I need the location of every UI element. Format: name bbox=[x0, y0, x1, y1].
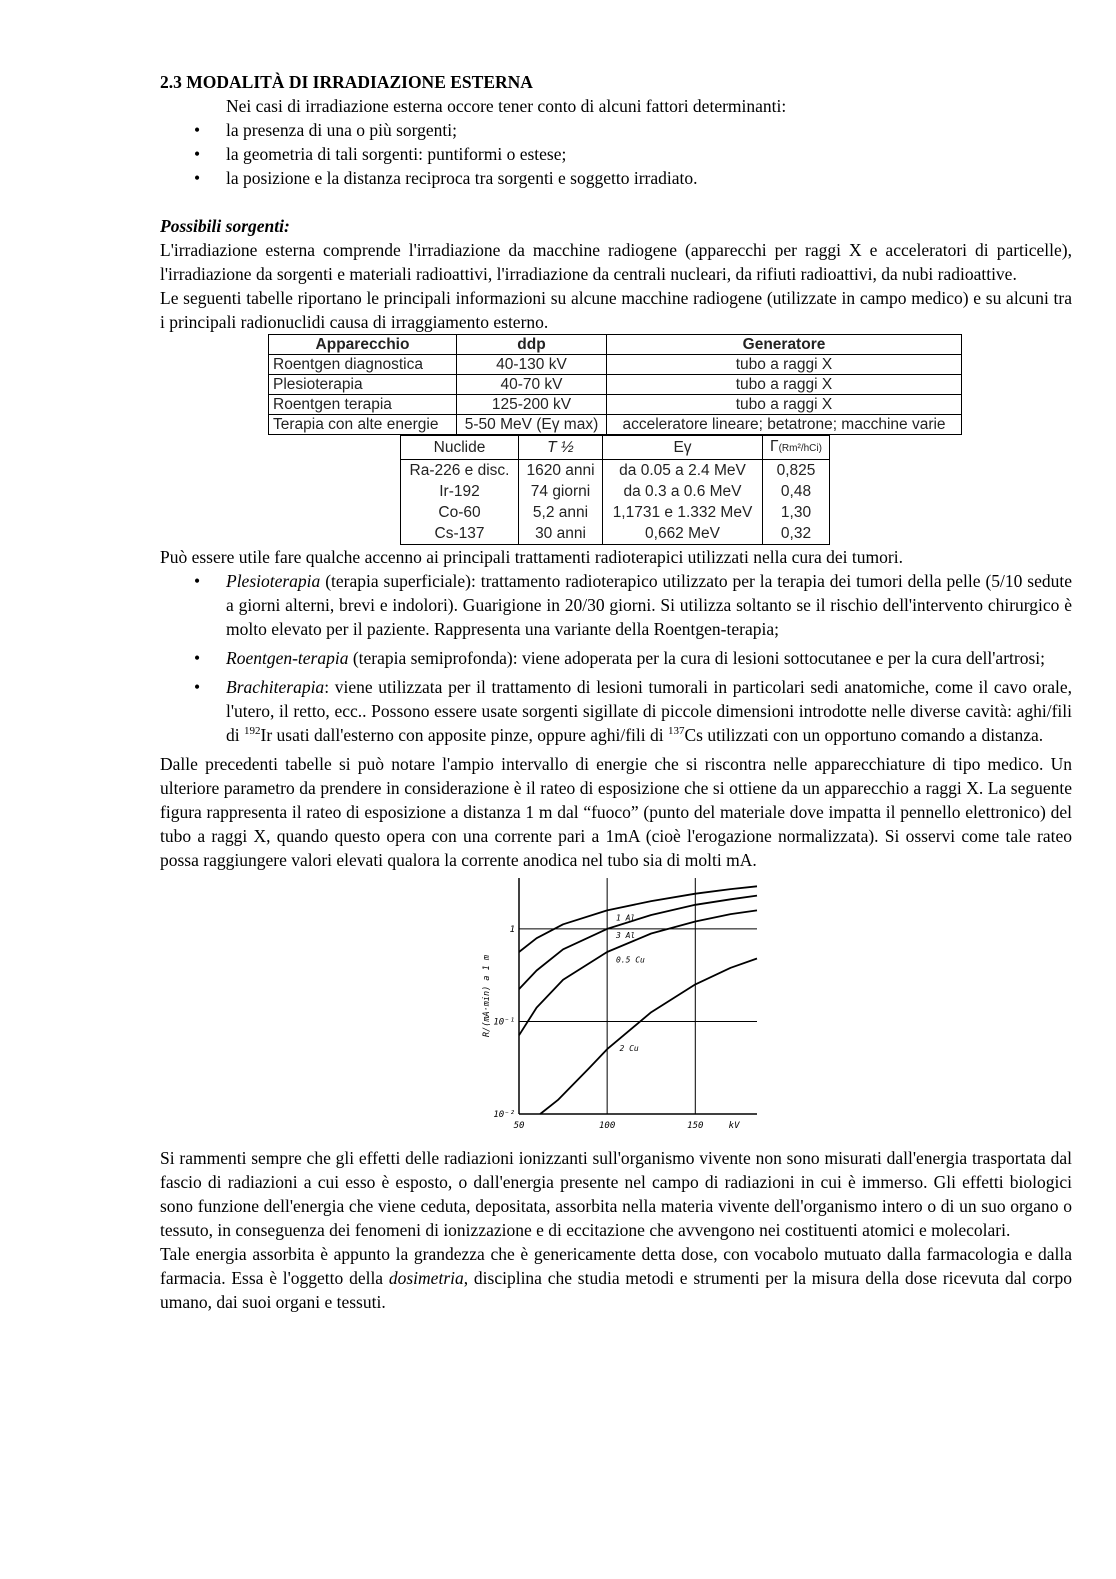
treatments-list bbox=[160, 569, 1072, 747]
chart-svg bbox=[475, 874, 765, 1136]
y-tick-label: 10⁻¹ bbox=[493, 1017, 515, 1028]
document-page bbox=[160, 70, 1072, 1314]
table-row: Cs-137 30 anni 0,662 MeV 0,32 bbox=[401, 523, 830, 545]
tables-block bbox=[160, 334, 1072, 545]
energy-paragraph: Dalle precedenti tabelle si può notare l'ampio intervallo di energie che si riscontra nelle apparecchiature di tipo medico. Un ulteriore parametro da prendere in considerazione è il rateo di esposizione che si ottiene da un apparecchio a raggi X. La seguente figura rappresenta il rateo di esposizione a distanza 1 m dal “fuoco” (punto del materiale dove impatta il pennello elettronico) del tubo a raggi X, quando questo opera con una corrente pari a 1mA (cioè l'erogazione normalizzata). Si osservi come tale rateo possa raggiungere valori elevati qualora la corrente anodica nel tubo sia di molti mA. bbox=[160, 754, 1072, 870]
list-item: • la posizione e la distanza reciproca tra sorgenti e soggetto irradiato. bbox=[194, 168, 698, 188]
y-axis-label: R/(mA·min) a 1 m bbox=[482, 955, 492, 1037]
table-header: Eγ bbox=[603, 436, 763, 460]
table-header: Γ(Rm²/hCi) bbox=[763, 436, 830, 460]
series-label: 0.5 Cu bbox=[615, 955, 645, 965]
dose-paragraph: Tale energia assorbita è appunto la grandezza che è genericamente detta dose, con vocabolo mutuato dalla farmacologia e dalla farmacia. Essa è l'oggetto della dosimetria, disciplina che studia metodi e strumenti per la misura della dose ricevuta dal corpo umano, dai suoi organi e tessuti. bbox=[160, 1244, 1073, 1312]
list-item: • Roentgen-terapia (terapia semiprofonda): viene adoperata per la cura di lesioni sottocutanee e per la cura dell'artrosi; bbox=[194, 648, 1045, 668]
series-label: 2 Cu bbox=[619, 1043, 639, 1053]
list-item: • la presenza di una o più sorgenti; bbox=[194, 120, 458, 140]
bullet-icon: • bbox=[194, 571, 201, 591]
section-heading: 2.3 MODALITÀ DI IRRADIAZIONE ESTERNA bbox=[160, 72, 533, 92]
table-header: T ½ bbox=[519, 436, 603, 460]
list-item: • la geometria di tali sorgenti: puntiformi o estese; bbox=[194, 144, 567, 164]
table-header: Nuclide bbox=[401, 436, 519, 460]
y-tick-label: 10⁻² bbox=[493, 1110, 515, 1120]
sources-paragraph-1: L'irradiazione esterna comprende l'irradiazione da macchine radiogene (apparecchi per raggi X e acceleratori di particelle), l'irradiazione da sorgenti e materiali radioattivi, l'irradiazione da centrali nucleari, da rifiuti radioattivi, da nubi radioattive. bbox=[160, 240, 1072, 284]
x-tick-label: 150 bbox=[687, 1121, 704, 1131]
bullet-icon: • bbox=[194, 120, 201, 140]
machines-table bbox=[268, 334, 962, 435]
bullet-icon: • bbox=[194, 648, 201, 668]
table-row: Roentgen diagnostica 40-130 kV tubo a raggi X bbox=[269, 355, 962, 375]
table-row: Ra-226 e disc. 1620 anni da 0.05 a 2.4 MeV 0,825 bbox=[401, 460, 830, 482]
bullet-icon: • bbox=[194, 144, 201, 164]
exposure-rate-chart bbox=[475, 874, 1072, 1142]
table-row: Co-60 5,2 anni 1,1731 e 1.332 MeV 1,30 bbox=[401, 502, 830, 523]
sources-heading: Possibili sorgenti: bbox=[160, 216, 290, 236]
effects-paragraph: Si rammenti sempre che gli effetti delle radiazioni ionizzanti sull'organismo vivente non sono misurati dall'energia trasportata dal fascio di radiazioni a cui esso è esposto, o dall'energia presente nel campo di radiazioni in cui è immerso. Gli effetti biologici sono funzione dell'energia che viene ceduta, depositata, assorbita nella materia vivente dell'organismo intero o di un suo organo o tessuto, in conseguenza dei fenomeni di ionizzazione e di eccitazione che avvengono nei costituenti atomici e molecolari. bbox=[160, 1148, 1072, 1240]
list-item: • Plesioterapia (terapia superficiale): trattamento radioterapico utilizzato per la terapia dei tumori della pelle (5/10 sedute a giorni alterni, brevi e indolori). Guarigione in 20/30 giorni. Si utilizza soltanto se il rischio dell'intervento chirurgico è molto elevato per il paziente. Rappresenta una variante della Roentgen-terapia; bbox=[194, 571, 1072, 639]
table-header: Generatore bbox=[607, 335, 962, 355]
table-row: Ir-192 74 giorni da 0.3 a 0.6 MeV 0,48 bbox=[401, 481, 830, 502]
series-line bbox=[540, 959, 757, 1115]
table-header: ddp bbox=[457, 335, 607, 355]
nuclides-table bbox=[400, 435, 830, 545]
table-header: Apparecchio bbox=[269, 335, 457, 355]
table-row: Roentgen terapia 125-200 kV tubo a raggi X bbox=[269, 395, 962, 415]
table-row: Terapia con alte energie 5-50 MeV (Eγ max) acceleratore lineare; betatrone; macchine varie bbox=[269, 415, 962, 435]
list-item: • Brachiterapia: viene utilizzata per il trattamento di lesioni tumorali in particolari sedi anatomiche, come il cavo orale, l'utero, il retto, ecc.. Possono essere usate sorgenti sigillate di piccole dimensioni introdotte nelle diverse cavità: aghi/fili di $^{192}$Ir usati dall'esterno con apposite pinze, oppure aghi/fili di $^{137}$Cs utilizzati con un opportuno comando a distanza. bbox=[194, 677, 1072, 745]
x-tick-label: kV bbox=[728, 1121, 740, 1131]
series-line bbox=[519, 896, 757, 990]
factors-list bbox=[160, 118, 1072, 190]
y-tick-label: 1 bbox=[509, 924, 515, 935]
series-label: 1 Al bbox=[615, 913, 636, 923]
x-tick-label: 100 bbox=[599, 1121, 616, 1131]
bullet-icon: • bbox=[194, 168, 201, 188]
treatments-intro: Può essere utile fare qualche accenno ai principali trattamenti radioterapici utilizzati nella cura dei tumori. bbox=[160, 547, 903, 567]
intro-text: Nei casi di irradiazione esterna occore tener conto di alcuni fattori determinanti: bbox=[226, 96, 787, 116]
table-row: Plesioterapia 40-70 kV tubo a raggi X bbox=[269, 375, 962, 395]
x-tick-label: 50 bbox=[513, 1121, 525, 1131]
series-label: 3 Al bbox=[615, 931, 636, 941]
sources-paragraph-2: Le seguenti tabelle riportano le principali informazioni su alcune macchine radiogene (utilizzate in campo medico) e su alcuni tra i principali radionuclidi causa di irraggiamento esterno. bbox=[160, 288, 1072, 332]
bullet-icon: • bbox=[194, 677, 201, 697]
